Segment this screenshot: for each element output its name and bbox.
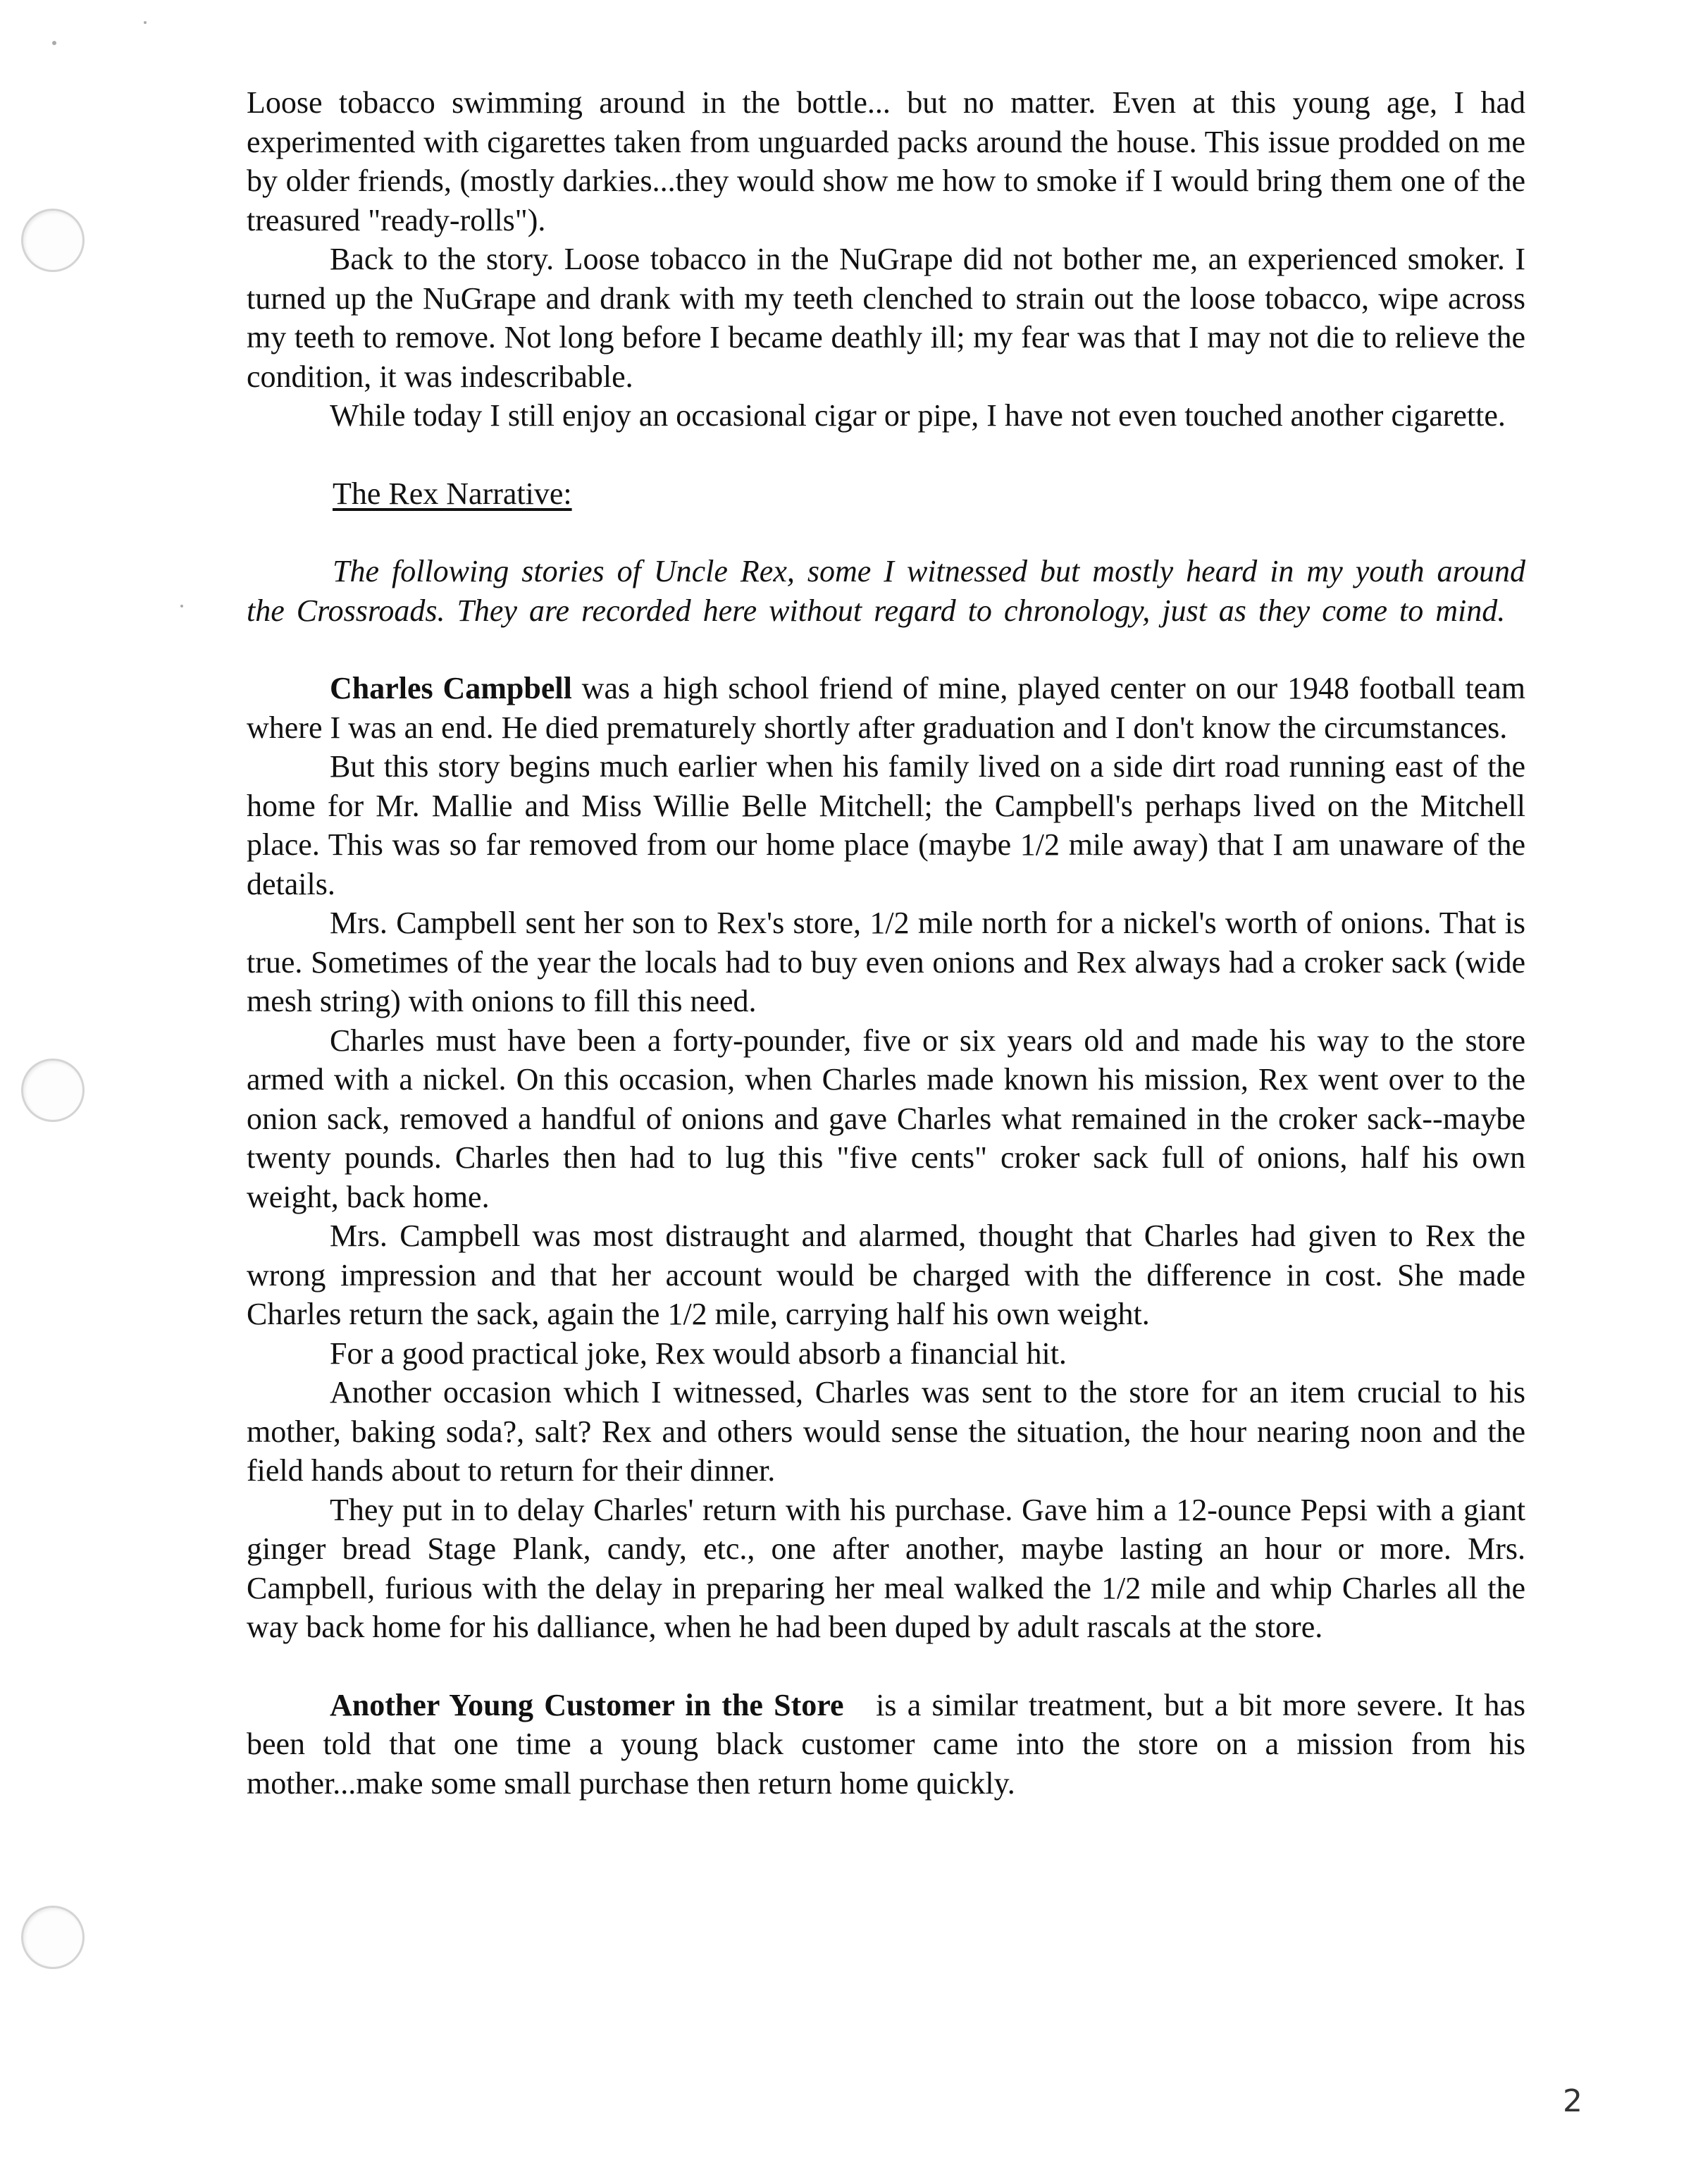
paragraph: Another Young Customer in the Store is a similar treatment, but a bit more severe. It has been told that one time a young black customer came into the store on a mission from his mother...make some small purchase then return home quickly. (247, 1687, 1533, 1801)
binder-hole (21, 1906, 85, 1969)
paragraph: Mrs. Campbell sent her son to Rex's store, 1/2 mile north for a nickel's worth of onions. That is true. Sometimes of the year the locals had to buy even onions and Rex always had a croker sack (wide mesh string) with onions to fill this need. (247, 906, 1525, 1018)
scan-speck (52, 41, 56, 45)
story-title: Another Young Customer in the Store (330, 1687, 844, 1722)
scan-speck (144, 21, 147, 24)
paragraph: Charles must have been a forty-pounder, five or six years old and made his way to the store armed with a nickel. On this occasion, when Charles made known his mission, Rex went over to the onion sack, removed a handful of onions and gave Charles what remained in the croker sack--maybe twenty pounds. Charles then had to lug this "five cents" croker sack full of onions, half his own weight, back home. (247, 1023, 1525, 1214)
story-title: Charles Campbell (330, 671, 572, 705)
paragraph: Back to the story. Loose tobacco in the NuGrape did not bother me, an experienced smoker. I turned up the NuGrape and drank with my teeth clenched to strain out the loose tobacco, wipe across my teeth to remove. Not long before I became deathly ill; my fear was that I may not die to relieve the condition, it was indescribable. (247, 242, 1525, 394)
paragraph: But this story begins much earlier when his family lived on a side dirt road running east of the home for Mr. Mallie and Miss Willie Belle Mitchell; the Campbell's perhaps lived on the Mitchell place. This was so far removed from our home place (maybe 1/2 mile away) that I am unaware of the details. (247, 749, 1525, 901)
paragraph: Another occasion which I witnessed, Charles was sent to the store for an item crucial to his mother, baking soda?, salt? Rex and others would sense the situation, the hour nearing noon and the field hands about to return for their dinner. (247, 1375, 1525, 1488)
page-number: 2 (1563, 2083, 1582, 2119)
section-heading: The Rex Narrative: (333, 476, 572, 511)
paragraph: Loose tobacco swimming around in the bottle... but no matter. Even at this young age, I had experimented with cigarettes taken from unguarded packs around the house. This issue prodded on me by older friends, (mostly darkies...they would show me how to smoke if I would bring them one of the treasured "ready-rolls"). (247, 85, 1525, 237)
paragraph: Charles Campbell was a high school friend of mine, played center on our 1948 football team where I was an end. He died prematurely shortly after graduation and I don't know the circumstances. (247, 671, 1526, 745)
binder-hole (21, 209, 85, 272)
paragraph: They put in to delay Charles' return with his purchase. Gave him a 12-ounce Pepsi with a giant ginger bread Stage Plank, candy, etc., one after another, maybe lasting an hour or more. Mrs. Campbell, furious with the delay in preparing her meal walked the 1/2 mile and whip Charles all the way back home for his dalliance, when he had been duped by adult rascals at the store. (247, 1492, 1525, 1644)
paragraph: Mrs. Campbell was most distraught and alarmed, thought that Charles had given to Rex the wrong impression and that her account would be charged with the difference in cost. She made Charles return the sack, again the 1/2 mile, carrying half his own weight. (247, 1219, 1525, 1331)
paragraph: For a good practical joke, Rex would absorb a financial hit. (330, 1335, 1067, 1371)
binder-hole (21, 1059, 85, 1122)
body-text (247, 83, 1533, 1803)
paragraph: While today I still enjoy an occasional cigar or pipe, I have not even touched another cigarette. (330, 398, 1506, 433)
scan-speck (180, 605, 183, 607)
intro-paragraph: The following stories of Uncle Rex, some I witnessed but mostly heard in my youth around the Crossroads. They are recorded here without regard to chronology, just as they come to mind. (247, 554, 1525, 628)
